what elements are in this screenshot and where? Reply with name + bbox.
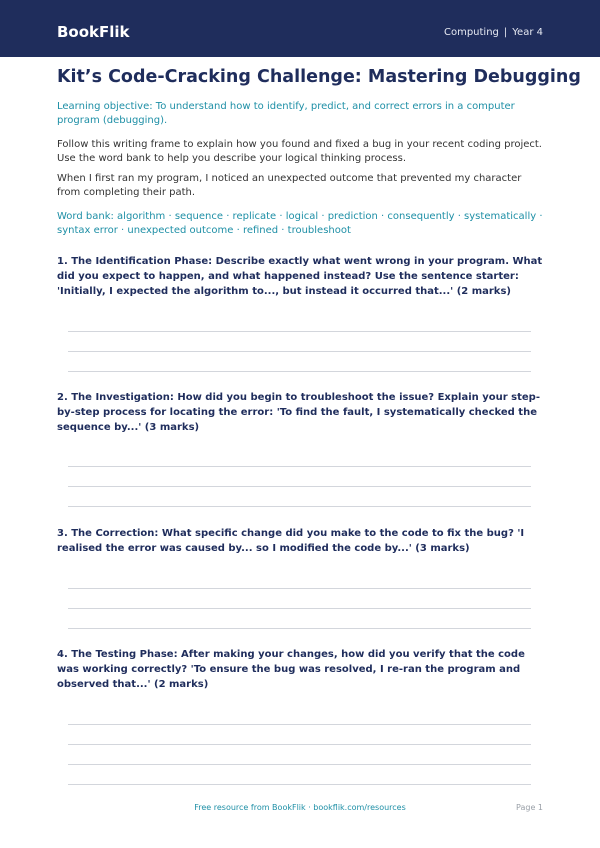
question-2: 2. The Investigation: How did you begin to troubleshoot the issue? Explain your step-by-step process for locating the error: 'To find the fault, I systematically checked the sequence by...' (3 marks) bbox=[57, 389, 543, 435]
brand-logo: BookFlik bbox=[57, 23, 130, 41]
answer-line[interactable] bbox=[68, 486, 531, 487]
learning-objective: Learning objective: To understand how to identify, predict, and correct errors in a computer program (debugging). bbox=[57, 101, 515, 126]
answer-line[interactable] bbox=[68, 331, 531, 332]
header-separator: | bbox=[503, 27, 508, 38]
answer-line[interactable] bbox=[68, 588, 531, 589]
answer-line[interactable] bbox=[68, 744, 531, 745]
year-label: Year 4 bbox=[512, 27, 543, 38]
subject-label: Computing bbox=[443, 27, 499, 38]
word-bank: Word bank: algorithm · sequence · replicate · logical · prediction · consequently · systematically · syntax error · unexpected outcome · refined · troubleshoot bbox=[57, 211, 543, 236]
question-3: 3. The Correction: What specific change did you make to the code to fix the bug? 'I realised the error was caused by... so I modified the code by...' (3 marks) bbox=[57, 525, 543, 556]
page-header bbox=[0, 0, 600, 57]
answer-line[interactable] bbox=[68, 724, 531, 725]
answer-line[interactable] bbox=[68, 371, 531, 372]
footer-credit: Free resource from BookFlik · bookflik.com/resources bbox=[194, 803, 406, 812]
intro-paragraph: Follow this writing frame to explain how you found and fixed a bug in your recent coding project. Use the word bank to help you describe your logical thinking process. bbox=[57, 139, 542, 164]
scenario-paragraph: When I first ran my program, I noticed an unexpected outcome that prevented my character from completing their path. bbox=[57, 173, 522, 198]
answer-line[interactable] bbox=[68, 466, 531, 467]
answer-line[interactable] bbox=[68, 506, 531, 507]
page-title: Kit’s Code-Cracking Challenge: Mastering Debugging bbox=[57, 67, 581, 87]
answer-line[interactable] bbox=[68, 764, 531, 765]
question-4: 4. The Testing Phase: After making your changes, how did you verify that the code was working correctly? 'To ensure the bug was resolved, I re-ran the program and observed that...' (2 marks) bbox=[57, 646, 543, 692]
answer-line[interactable] bbox=[68, 608, 531, 609]
answer-line[interactable] bbox=[68, 628, 531, 629]
page-footer bbox=[0, 802, 600, 814]
question-1: 1. The Identification Phase: Describe exactly what went wrong in your program. What did you expect to happen, and what happened instead? Use the sentence starter: 'Initially, I expected the algorithm to..., but instead it occurred that...' (2 marks) bbox=[57, 256, 543, 297]
answer-line[interactable] bbox=[68, 351, 531, 352]
page-number: Page 1 bbox=[516, 803, 543, 812]
header-meta bbox=[444, 27, 543, 39]
answer-line[interactable] bbox=[68, 784, 531, 785]
